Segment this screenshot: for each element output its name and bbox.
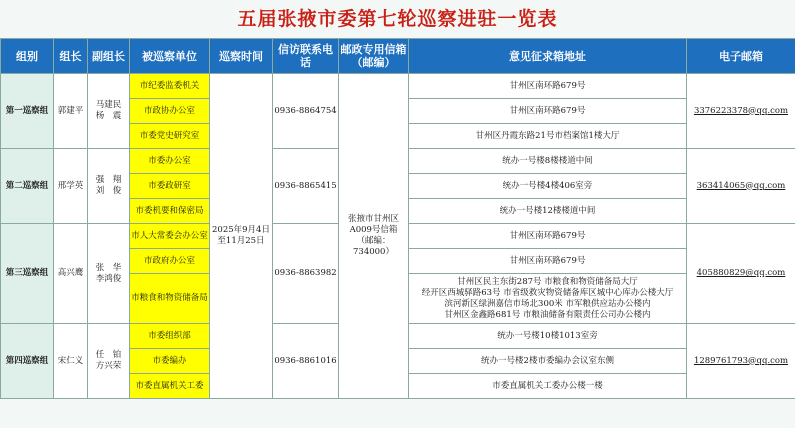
group-deputies [88,74,130,149]
inspected-unit: 市纪委监委机关 [130,74,210,99]
group-name: 第四巡察组 [1,324,54,399]
deputy-name: 杨 震 [95,111,122,121]
suggestion-box-address: 甘州区南环路679号 [409,74,687,99]
suggestion-box-address: 统办一号楼10楼1013室旁 [409,324,687,349]
deputy-name: 李鸿俊 [95,273,122,284]
email-address[interactable]: 1289761793@qq.com [687,324,795,399]
group-name: 第二巡察组 [1,149,54,224]
suggestion-box-address: 甘州区南环路679号 [409,99,687,124]
contact-phone: 0936-8865415 [273,149,339,224]
suggestion-box-address: 统办一号楼2楼市委编办会议室东侧 [409,349,687,374]
page-title: 五届张掖市委第七轮巡察进驻一览表 [237,8,558,30]
group-deputies [88,149,130,224]
deputy-name: 刘 俊 [95,186,122,196]
suggestion-box-address [409,274,687,324]
email-address[interactable]: 3376223378@qq.com [687,74,795,149]
address-line: 滨河新区绿洲嘉信市场北300米 市军粮供应站办公楼内 [444,298,651,309]
deputy-name: 马建民 [95,100,122,110]
suggestion-box-address: 甘州区南环路679号 [409,249,687,274]
col-header-deputy: 副组长 [88,39,130,74]
group-deputies [88,324,130,399]
address-line: 甘州区民主东街287号 市粮食和物资储备局大厅 [457,276,638,287]
contact-phone: 0936-8863982 [273,224,339,324]
postal-mailbox: 张掖市甘州区A009号信箱（邮编：734000） [339,74,409,399]
deputy-name: 方兴荣 [95,361,122,371]
deputy-name: 任 铂 [95,350,122,360]
col-header-unit: 被巡察单位 [130,39,210,74]
email-address[interactable]: 405880829@qq.com [687,224,795,324]
group-name: 第一巡察组 [1,74,54,149]
inspected-unit: 市委组织部 [130,324,210,349]
contact-phone: 0936-8864754 [273,74,339,149]
suggestion-box-address: 甘州区南环路679号 [409,224,687,249]
suggestion-box-address: 甘州区丹霞东路21号市档案馆1楼大厅 [409,124,687,149]
inspected-unit: 市政府办公室 [130,249,210,274]
suggestion-box-address: 统办一号楼8楼楼道中间 [409,149,687,174]
col-header-phone: 信访联系电话 [273,39,339,74]
contact-phone: 0936-8861016 [273,324,339,399]
col-header-leader: 组长 [54,39,88,74]
group-leader: 郭建平 [54,74,88,149]
inspected-unit: 市委机要和保密局 [130,199,210,224]
inspection-table [0,38,795,399]
deputy-name: 强 翔 [95,175,122,185]
suggestion-box-address: 市委直属机关工委办公楼一楼 [409,374,687,399]
inspected-unit: 市委编办 [130,349,210,374]
address-line: 甘州区金鑫路681号 市粮油储备有限责任公司办公楼内 [444,309,651,320]
col-header-address: 意见征求箱地址 [409,39,687,74]
table-body [1,74,795,399]
inspected-unit: 市粮食和物资储备局 [130,274,210,324]
header-row [1,39,795,74]
group-name: 第三巡察组 [1,224,54,324]
inspected-unit: 市委直属机关工委 [130,374,210,399]
inspected-unit: 市委办公室 [130,149,210,174]
col-header-group: 组别 [1,39,54,74]
group-leader: 高兴鹰 [54,224,88,324]
col-header-mailbox: 邮政专用信箱（邮编） [339,39,409,74]
group-leader: 邢学英 [54,149,88,224]
suggestion-box-address: 统办一号楼12楼楼道中间 [409,199,687,224]
deputy-name: 张 华 [95,262,122,273]
col-header-email: 电子邮箱 [687,39,795,74]
inspection-time: 2025年9月4日至11月25日 [210,74,273,399]
inspected-unit: 市政协办公室 [130,99,210,124]
address-line: 经开区西城驿路63号 市省级救灾物资储备库区城中心库办公楼大厅 [421,287,674,298]
group-leader: 宋仁义 [54,324,88,399]
inspected-unit: 市委党史研究室 [130,124,210,149]
email-address[interactable]: 363414065@qq.com [687,149,795,224]
inspected-unit: 市人大常委会办公室 [130,224,210,249]
col-header-time: 巡察时间 [210,39,273,74]
inspected-unit: 市委政研室 [130,174,210,199]
group-deputies [88,224,130,324]
table-row [1,74,795,99]
suggestion-box-address: 统办一号楼4楼406室旁 [409,174,687,199]
